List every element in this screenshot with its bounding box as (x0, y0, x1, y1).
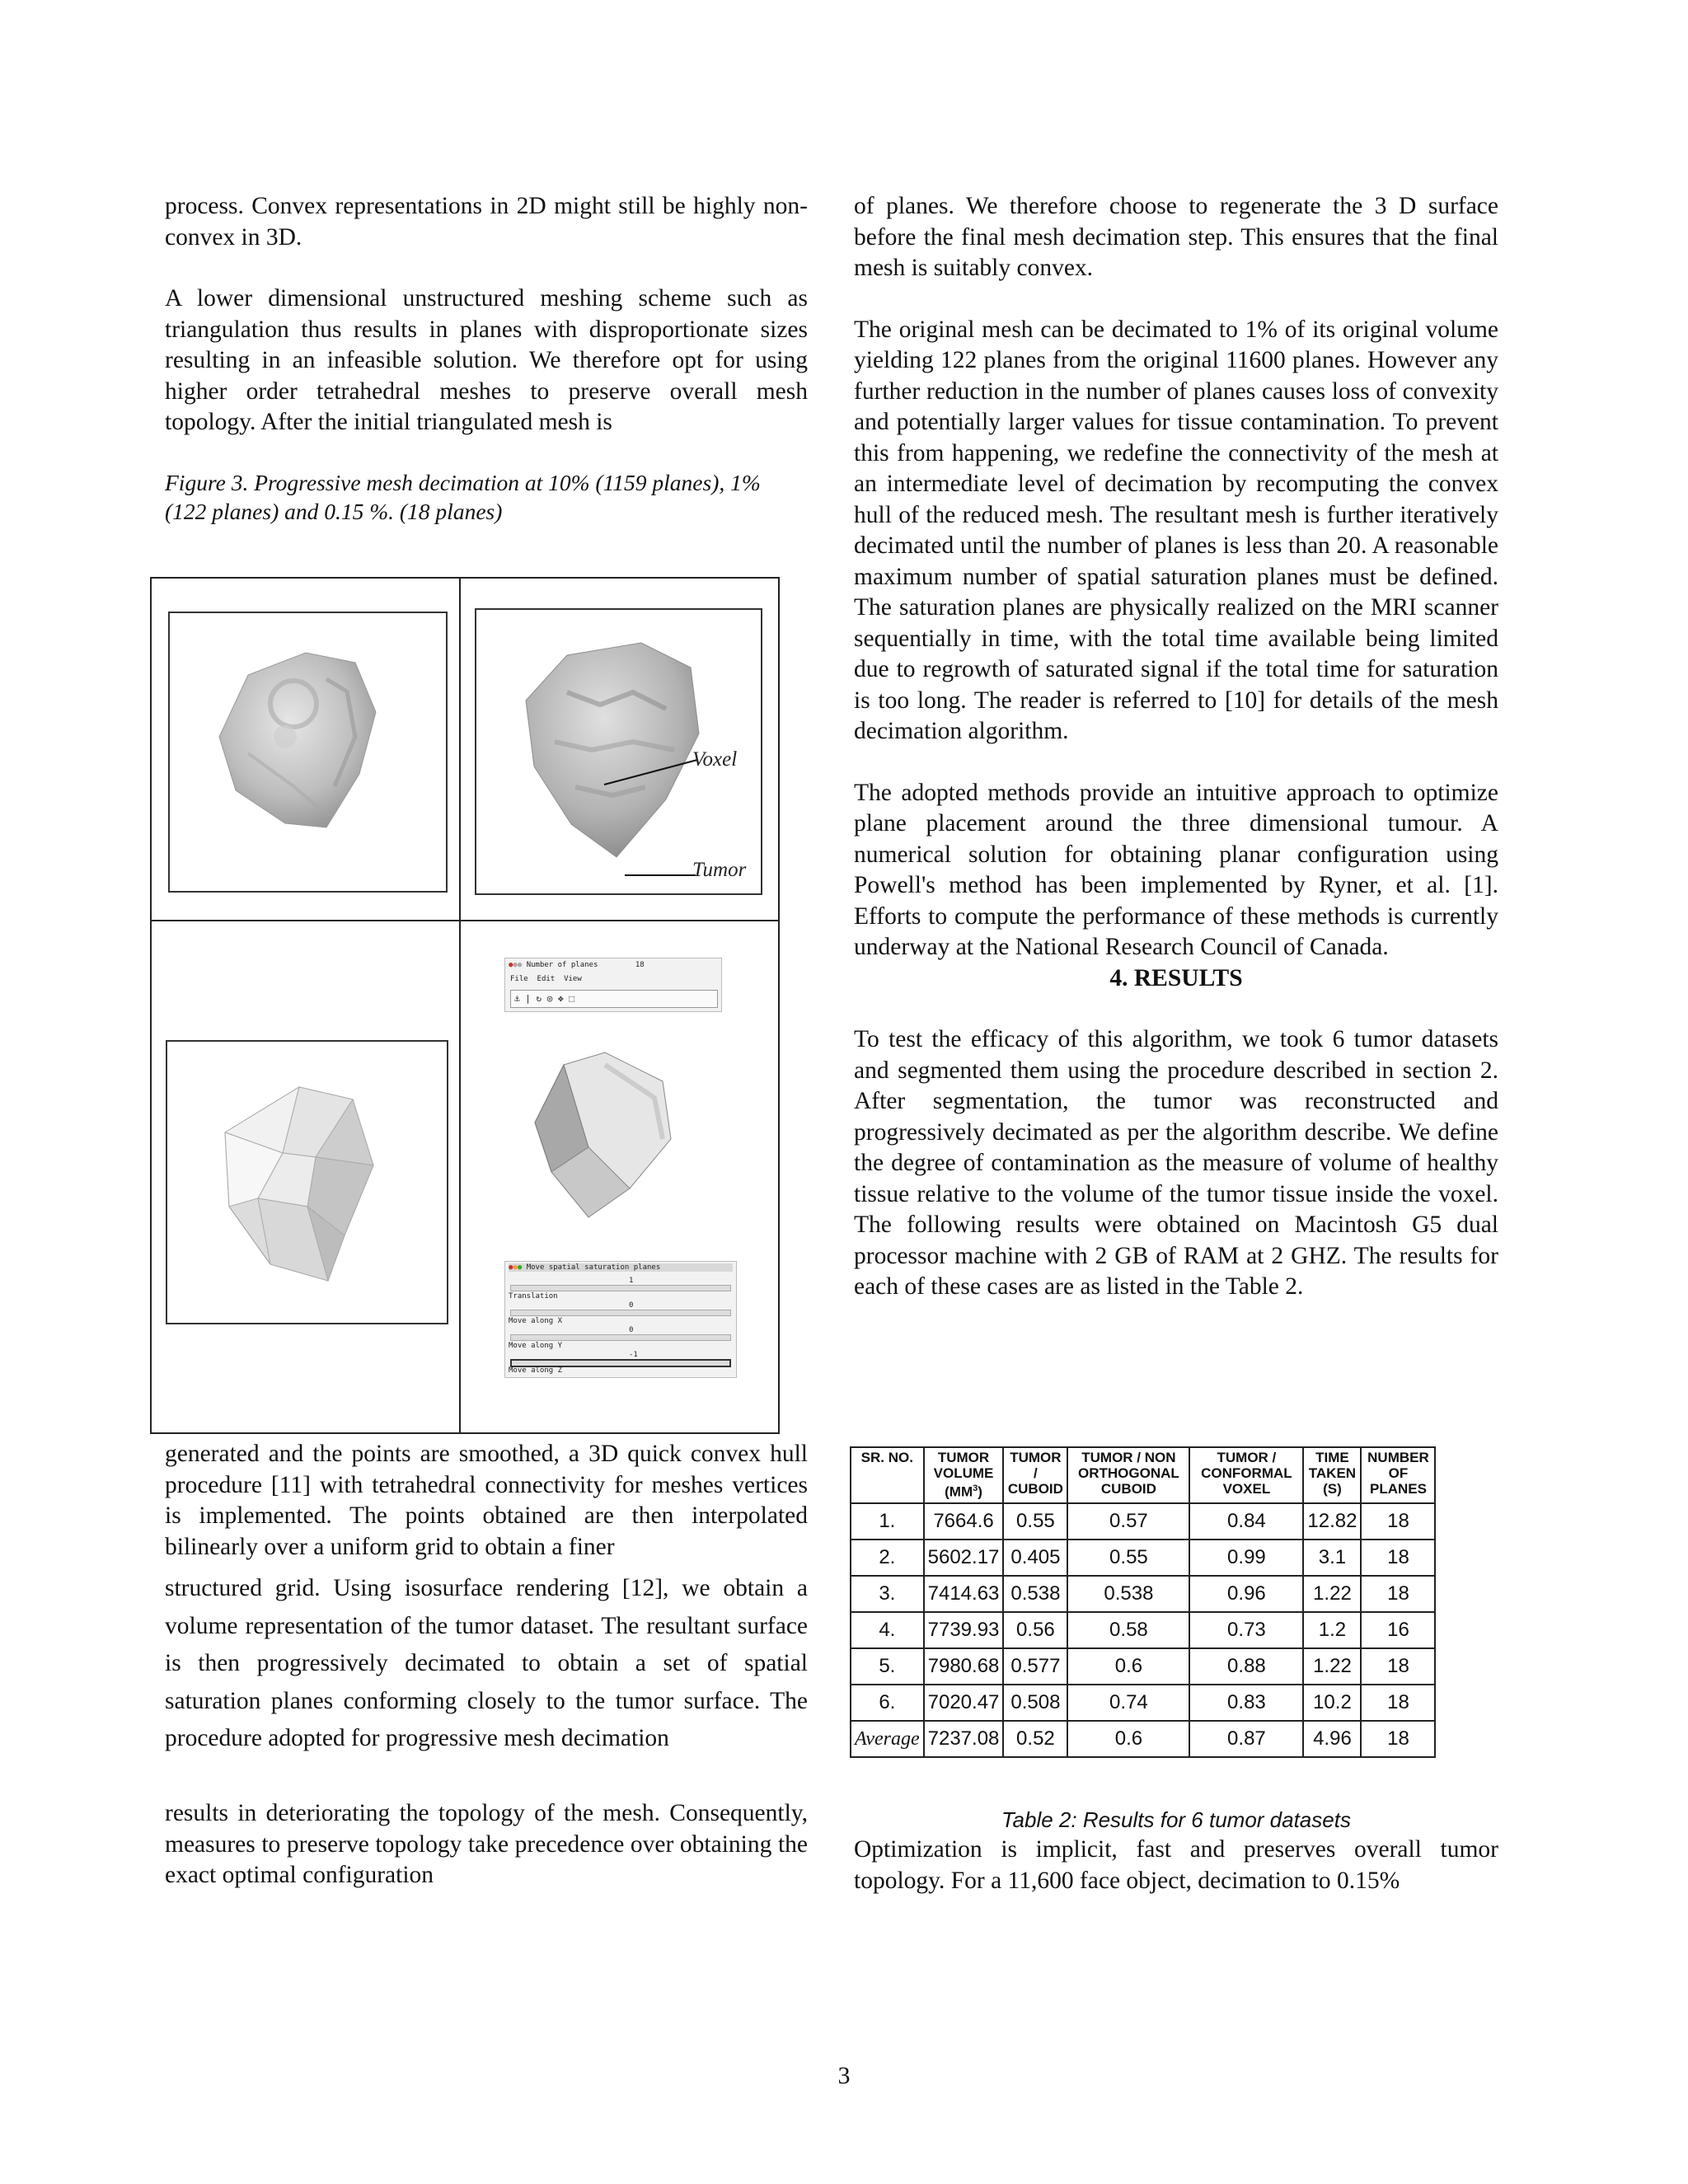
menu-edit[interactable]: Edit (537, 975, 556, 983)
header-tumor-volume: TUMOR VOLUME $(MM^3)$ (924, 1447, 1004, 1503)
left-paragraph-1: process. Convex representations in 2D might still be highly non-convex in 3D. (165, 193, 808, 251)
right-paragraph-3: The adopted methods provide an intuitive approach to optimize plane placement around the three dimensional tumour. A numerical solution for obtaining planar configuration using Powell's method has been implemented by Ryner, et al. [1]. Efforts to compute the performance of these methods is currently underway at the National Research Council of Canada. (854, 779, 1498, 960)
number-of-planes-window: ●●● Number of planes 18 File Edit View ⚓ | ↻ ◎ ✥ ⬚ (504, 958, 722, 1012)
right-paragraph-1: of planes. We therefore choose to regenerate the 3 D surface before the final mesh decimation step. This ensures that the final mesh is suitably convex. (854, 193, 1498, 281)
menu-view[interactable]: View (564, 975, 582, 983)
table-header-row (851, 1447, 1435, 1503)
move-y-slider[interactable] (510, 1334, 731, 1341)
window-close-icon-2[interactable]: ● (509, 1263, 513, 1272)
left-paragraph-4: structured grid. Using isosurface rendering [12], we obtain a volume representation of the tumor dataset. The resultant surface is then progressively decimated to obtain a set of spatial saturation planes conforming closely to the tumor surface. The procedure adopted for progressive mesh decimation (165, 1575, 808, 1751)
move-x-slider[interactable] (510, 1310, 731, 1316)
header-time-taken: TIME TAKEN (S) (1303, 1447, 1361, 1503)
table-row: 3. 7414.63 0.538 0.538 0.96 1.22 18 (851, 1576, 1435, 1612)
left-paragraph-3: generated and the points are smoothed, a 3D quick convex hull procedure [11] with tetrahedral connectivity for meshes vertices is implemented. The points obtained are then interpolated bilinearly over a uniform grid to obtain a finer (165, 1441, 808, 1560)
move-saturation-planes-window: ●●● Move spatial saturation planes 1 Translation 0 Move along X 0 Move along Y -1 Move along Z (504, 1261, 737, 1378)
slider-row: 0 Move along Y (505, 1326, 736, 1351)
figure-caption: Figure 3. Progressive mesh decimation at 10% (1159 planes), 1% (122 planes) and 0.15 %. (18 planes) (165, 469, 761, 524)
mesh-render-10-percent (168, 612, 448, 893)
right-paragraph-2: The original mesh can be decimated to 1% of its original volume yielding 122 planes from the original 11600 planes. However any further reduction in the number of planes causes loss of convexity and potentially larger values for tissue contamination. To prevent this from happening, we redefine the connectivity of the mesh at an intermediate level of decimation by recomputing the convex hull of the reduced mesh. The resultant mesh is further iteratively decimated until the number of planes is less than 20. A reasonable maximum number of spatial saturation planes must be defined. The saturation planes are physically realized on the MRI scanner sequentially in time, with the total time available being limited due to regrowth of saturated signal if the total time for saturation is too long. The reader is referred to [10] for details of the mesh decimation algorithm. (854, 316, 1498, 744)
table-row: 6. 7020.47 0.508 0.74 0.83 10.2 18 (851, 1685, 1435, 1721)
header-tumor-cuboid: TUMOR / CUBOID (1003, 1447, 1067, 1503)
window-title-2: Move spatial saturation planes (526, 1263, 661, 1272)
table-caption: Table 2: Results for 6 tumor datasets (1001, 1807, 1351, 1832)
figure-3 (150, 577, 780, 1434)
header-number-of-planes: NUMBER OF PLANES (1361, 1447, 1435, 1503)
left-paragraph-5: results in deteriorating the topology of the mesh. Consequently, measures to preserve topology take precedence over obtaining the exact optimal configuration (165, 1800, 808, 1888)
table-row: 2. 5602.17 0.405 0.55 0.99 3.1 18 (851, 1540, 1435, 1576)
right-paragraph-4: To test the efficacy of this algorithm, we took 6 tumor datasets and segmented them using the procedure described in section 2. After segmentation, the tumor was reconstructed and progressively decimated as per the algorithm describe. We define the degree of contamination as the measure of volume of healthy tissue relative to the volume of the tumor tissue inside the voxel. The following results were obtained on Macintosh G5 dual processor machine with 2 GB of RAM at 2 GHZ. The results for each of these cases are as listed in the Table 2. (854, 1026, 1498, 1300)
left-column-lower-3 (165, 1798, 808, 1891)
table-row-average: Average 7237.08 0.52 0.6 0.87 4.96 18 (851, 1721, 1435, 1757)
left-column-lower (165, 1439, 808, 1563)
header-conformal-voxel: TUMOR / CONFORMAL VOXEL (1189, 1447, 1303, 1503)
mesh-render-with-planes (531, 1048, 687, 1226)
tool-icons[interactable]: ⚓ | ↻ ◎ ✥ ⬚ (514, 993, 574, 1004)
header-non-orthogonal: TUMOR / NON ORTHOGONAL CUBOID (1067, 1447, 1189, 1503)
window-close-icon[interactable]: ● (509, 961, 513, 969)
right-column-lower (854, 1835, 1498, 1896)
table-row: 1. 7664.6 0.55 0.57 0.84 12.82 18 (851, 1503, 1435, 1540)
table-row: 4. 7739.93 0.56 0.58 0.73 1.2 16 (851, 1612, 1435, 1648)
results-table (850, 1446, 1436, 1758)
toolbar (510, 990, 718, 1008)
planes-count: 18 (635, 961, 645, 969)
tumor-label: Tumor (692, 859, 747, 881)
mesh-render-18-planes (166, 1040, 448, 1324)
header-sr-no: SR. NO. (851, 1447, 924, 1503)
menu-file[interactable]: File (510, 975, 528, 983)
slider-row: 0 Move along X (505, 1301, 736, 1326)
left-column-lower-2 (165, 1570, 808, 1758)
right-column (854, 191, 1498, 1303)
right-paragraph-5: Optimization is implicit, fast and preserves overall tumor topology. For a 11,600 face object, decimation to 0.15% (854, 1836, 1498, 1894)
translation-slider[interactable] (510, 1285, 731, 1291)
slider-row: -1 Move along Z (505, 1351, 736, 1376)
window-title: Number of planes (526, 961, 598, 969)
voxel-label: Voxel (692, 748, 738, 771)
table-row: 5. 7980.68 0.577 0.6 0.88 1.22 18 (851, 1648, 1435, 1685)
slider-row: 1 Translation (505, 1277, 736, 1301)
left-paragraph-2: A lower dimensional unstructured meshing scheme such as triangulation thus results in planes with disproportionate sizes resulting in an infeasible solution. We therefore opt for using higher order tetrahedral meshes to preserve overall mesh topology. After the initial triangulated mesh is (165, 285, 808, 435)
left-column (165, 191, 808, 526)
results-heading: 4. RESULTS (1109, 964, 1243, 991)
page-number: 3 (837, 2062, 851, 2089)
